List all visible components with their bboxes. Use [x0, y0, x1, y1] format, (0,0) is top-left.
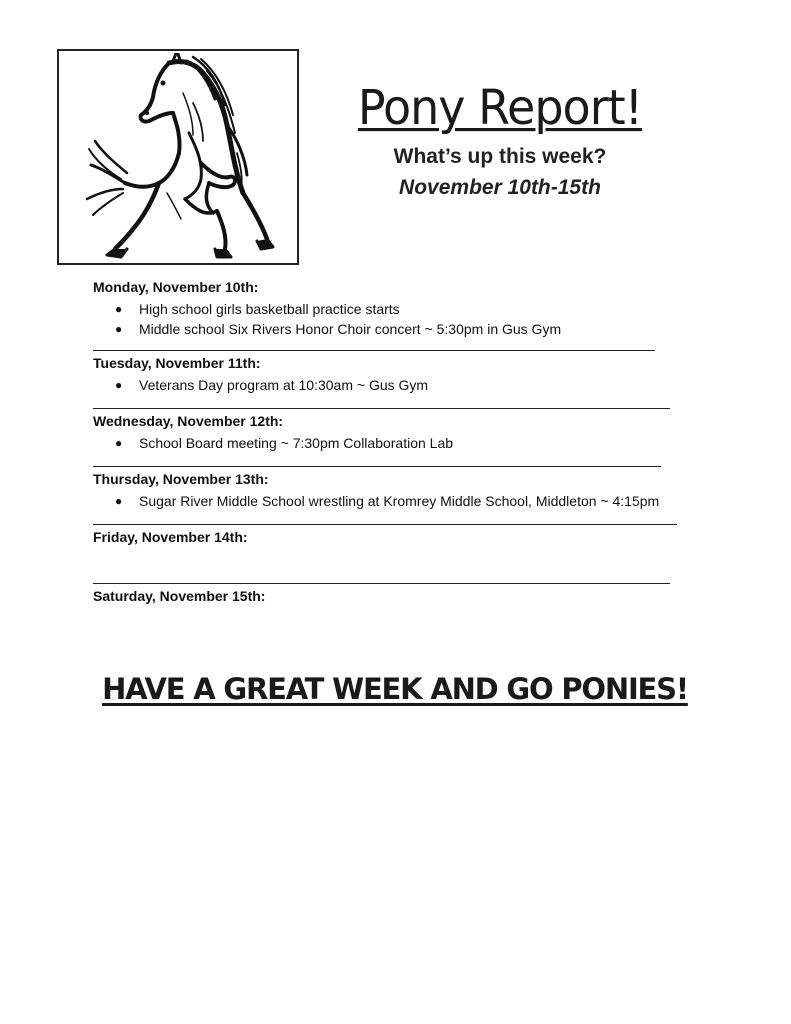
day-heading: Thursday, November 13th:	[93, 471, 269, 487]
event-list	[93, 299, 693, 339]
day-section-thursday	[93, 471, 659, 511]
divider	[93, 524, 677, 525]
event-text: School Board meeting ~ 7:30pm Collaboration Lab	[139, 435, 454, 451]
day-heading: Monday, November 10th:	[93, 279, 259, 295]
divider	[93, 583, 670, 584]
day-section-monday	[93, 279, 693, 339]
divider	[93, 466, 661, 467]
day-section-saturday	[93, 588, 265, 605]
list-item	[93, 319, 693, 339]
page-subtitle: What’s up this week?	[393, 145, 607, 168]
event-text: Middle school Six Rivers Honor Choir concert ~ 5:30pm in Gus Gym	[139, 321, 562, 337]
list-item	[93, 491, 659, 511]
list-item	[93, 299, 693, 319]
sign-off-banner: HAVE A GREAT WEEK AND GO PONIES!	[102, 672, 688, 706]
event-list	[93, 375, 428, 395]
mustang-logo-frame	[57, 49, 299, 265]
bullet-icon: ●	[115, 494, 123, 508]
day-heading: Saturday, November 15th:	[93, 588, 266, 604]
event-text: Sugar River Middle School wrestling at Kromrey Middle School, Middleton ~ 4:15pm	[139, 493, 660, 509]
bullet-icon: ●	[115, 302, 123, 316]
bullet-icon: ●	[115, 436, 123, 450]
event-text: Veterans Day program at 10:30am ~ Gus Gym	[139, 377, 429, 393]
bullet-icon: ●	[115, 378, 123, 392]
day-section-friday	[93, 529, 248, 546]
list-item	[93, 433, 453, 453]
list-item	[93, 375, 428, 395]
divider	[93, 350, 655, 351]
day-section-wednesday	[93, 413, 453, 453]
week-date-range: November 10th-15th	[399, 176, 601, 199]
day-heading: Tuesday, November 11th:	[93, 355, 261, 371]
event-list	[93, 433, 453, 453]
day-section-tuesday	[93, 355, 428, 395]
mustang-horse-icon	[77, 53, 277, 263]
event-text: High school girls basketball practice starts	[139, 301, 400, 317]
divider	[93, 408, 670, 409]
day-heading: Wednesday, November 12th:	[93, 413, 284, 429]
weekly-schedule	[93, 279, 693, 604]
page-title: Pony Report!	[357, 78, 643, 136]
day-heading: Friday, November 14th:	[93, 529, 248, 545]
event-list	[93, 491, 659, 511]
bullet-icon: ●	[115, 322, 123, 336]
